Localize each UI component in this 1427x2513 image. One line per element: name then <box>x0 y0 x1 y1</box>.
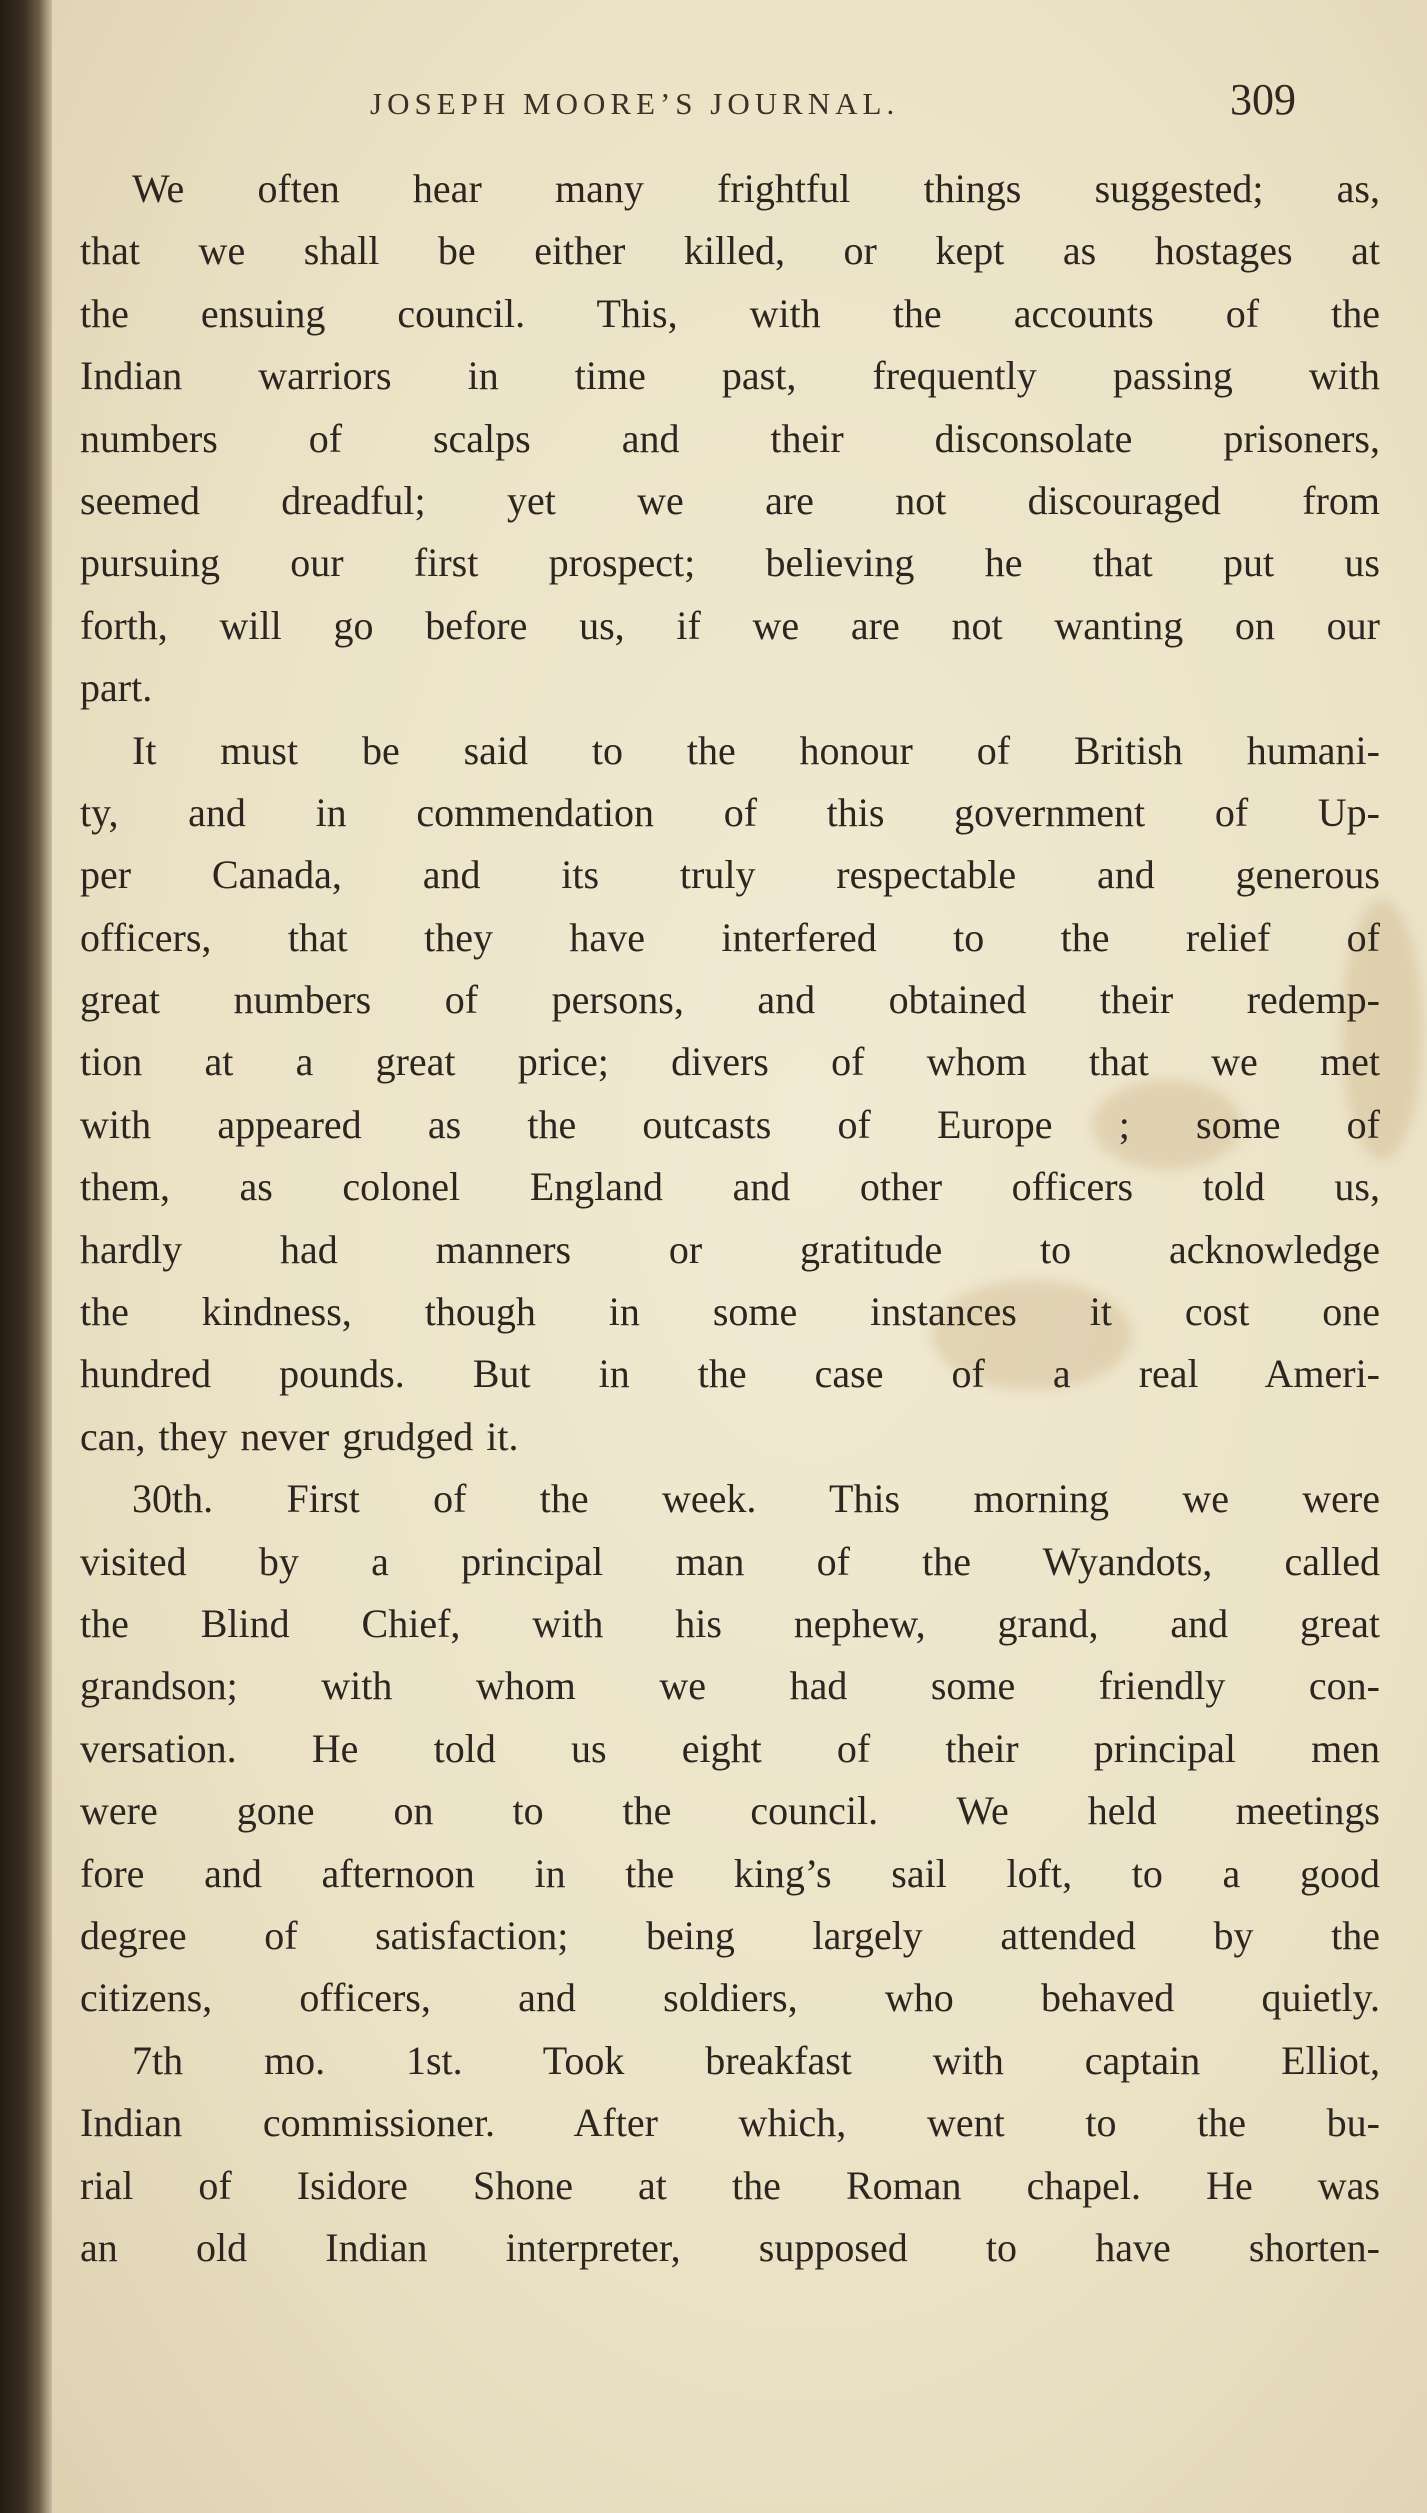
text-line: the ensuing council. This, with the accounts of the <box>80 290 1380 336</box>
text-line: ty, and in commendation of this government of Up- <box>80 789 1380 835</box>
text-line: per Canada, and its truly respectable and generous <box>80 852 1380 898</box>
text-line: It must be said to the honour of British humani- <box>132 727 1380 773</box>
text-line: pursuing our first prospect; believing he that put us <box>80 540 1380 586</box>
text-line: officers, that they have interfered to the relief of <box>80 914 1380 960</box>
text-line: that we shall be either killed, or kept as hostages at <box>80 228 1380 274</box>
text-line: Indian commissioner. After which, went to the bu- <box>80 2100 1380 2146</box>
journal-text <box>80 158 1380 2279</box>
book-binding-edge <box>0 0 52 2513</box>
text-line: hardly had manners or gratitude to acknowledge <box>80 1226 1380 1272</box>
text-line: visited by a principal man of the Wyandots, called <box>80 1538 1380 1584</box>
text-line: an old Indian interpreter, supposed to have shorten- <box>80 2224 1380 2270</box>
text-line: the Blind Chief, with his nephew, grand, and great <box>80 1600 1380 1646</box>
text-line: fore and afternoon in the king’s sail loft, to a good <box>80 1850 1380 1896</box>
page-number: 309 <box>1230 75 1296 124</box>
text-line: tion at a great price; divers of whom that we met <box>80 1039 1380 1085</box>
text-line: rial of Isidore Shone at the Roman chapel. He was <box>80 2162 1380 2208</box>
text-line: versation. He told us eight of their principal men <box>80 1725 1380 1771</box>
text-line: degree of satisfaction; being largely attended by the <box>80 1912 1380 1958</box>
text-line: can, they never grudged it. <box>80 1413 519 1459</box>
text-line: hundred pounds. But in the case of a real Ameri- <box>80 1351 1380 1397</box>
text-line: forth, will go before us, if we are not wanting on our <box>80 602 1380 648</box>
text-line: them, as colonel England and other officers told us, <box>80 1164 1380 1210</box>
text-line: grandson; with whom we had some friendly con- <box>80 1663 1380 1709</box>
text-line: Indian warriors in time past, frequently passing with <box>80 353 1380 399</box>
text-line: 7th mo. 1st. Took breakfast with captain Elliot, <box>132 2037 1380 2083</box>
text-line: were gone on to the council. We held meetings <box>80 1788 1380 1834</box>
text-line: with appeared as the outcasts of Europe ; some of <box>80 1101 1380 1147</box>
text-line: citizens, officers, and soldiers, who behaved quietly. <box>80 1975 1380 2021</box>
book-page <box>52 0 1427 2513</box>
text-line: part. <box>80 665 153 711</box>
running-title: JOSEPH MOORE’S JOURNAL. <box>370 86 900 121</box>
text-line: We often hear many frightful things suggested; as, <box>132 166 1380 211</box>
text-line: 30th. First of the week. This morning we were <box>132 1476 1380 1522</box>
text-line: great numbers of persons, and obtained their redemp- <box>80 977 1380 1023</box>
text-line: numbers of scalps and their disconsolate prisoners, <box>80 415 1380 461</box>
page-header <box>52 72 1427 142</box>
text-line: the kindness, though in some instances it cost one <box>80 1289 1380 1335</box>
text-line: seemed dreadful; yet we are not discouraged from <box>80 477 1380 523</box>
